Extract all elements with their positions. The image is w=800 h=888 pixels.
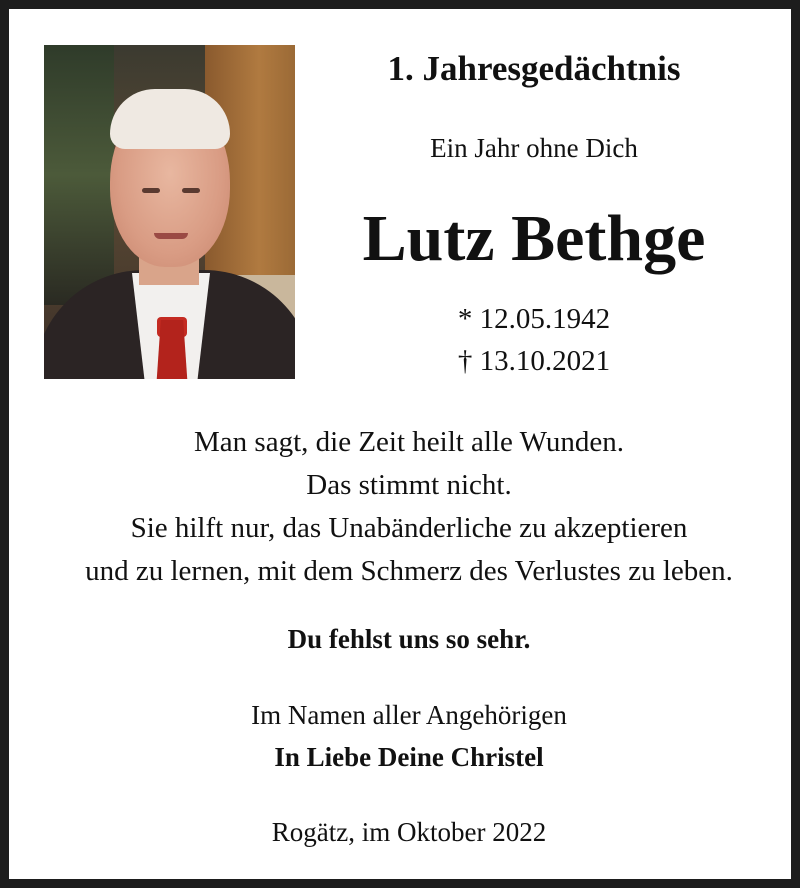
signature-line: In Liebe Deine Christel	[274, 742, 544, 772]
deceased-name: Lutz Bethge	[362, 202, 706, 275]
notice-title: 1. Jahresgedächtnis	[387, 49, 681, 88]
photo-hair	[110, 89, 230, 149]
portrait-photo	[44, 45, 295, 379]
photo-left-eye	[142, 188, 160, 193]
birth-date: * 12.05.1942	[457, 303, 611, 335]
memorial-poem	[9, 421, 800, 593]
on-behalf-line: Im Namen aller Angehörigen	[251, 700, 567, 730]
death-date: † 13.10.2021	[457, 345, 611, 377]
photo-tie	[156, 320, 188, 379]
missing-you-line: Du fehlst uns so sehr.	[287, 624, 531, 654]
poem-line: und zu lernen, mit dem Schmerz des Verlustes zu leben.	[85, 555, 733, 587]
photo-background-shelf	[44, 45, 114, 305]
photo-mouth	[154, 233, 188, 239]
poem-line: Man sagt, die Zeit heilt alle Wunden.	[194, 426, 624, 458]
notice-subtitle: Ein Jahr ohne Dich	[430, 133, 638, 163]
poem-line: Das stimmt nicht.	[306, 469, 512, 501]
place-date-line: Rogätz, im Oktober 2022	[271, 817, 547, 847]
photo-right-eye	[182, 188, 200, 193]
poem-line: Sie hilft nur, das Unabänderliche zu akzeptieren	[130, 512, 688, 544]
